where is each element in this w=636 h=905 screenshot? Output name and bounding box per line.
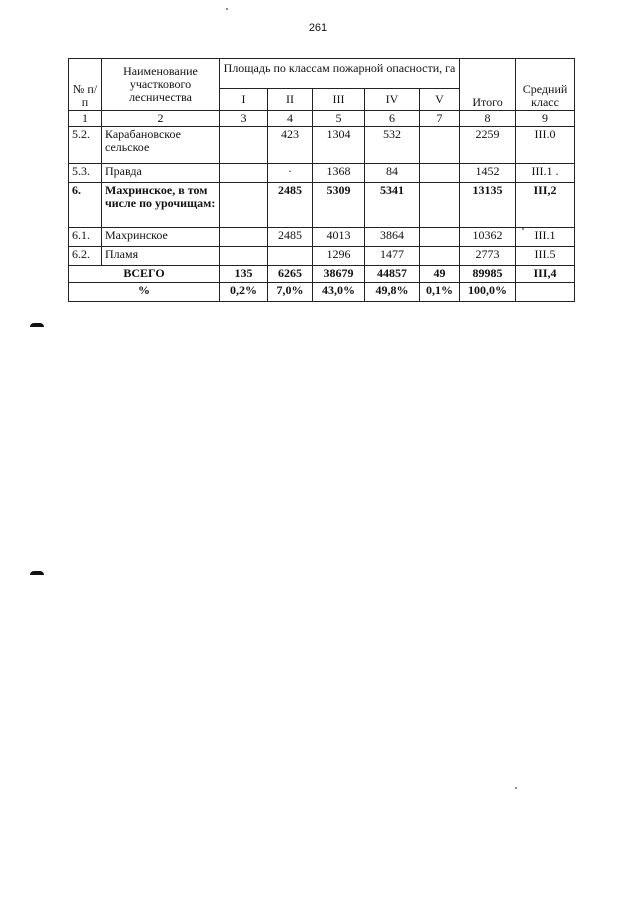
row-name: Махринское, в том числе по урочищам: [102, 183, 220, 228]
row-num: 6. [69, 183, 102, 228]
total-value: 6265 [268, 266, 313, 283]
col-number: 4 [268, 111, 313, 127]
row-value: 5341 [365, 183, 420, 228]
row-name: Правда [102, 164, 220, 183]
row-value [420, 127, 460, 164]
row-value: 2485 [268, 228, 313, 247]
row-value: 1296 [313, 247, 365, 266]
row-num: 6.2. [69, 247, 102, 266]
total-value: 89985 [460, 266, 516, 283]
percent-value: 43,0% [313, 283, 365, 302]
row-value: III,2 [516, 183, 575, 228]
fire-danger-table [68, 58, 575, 302]
col-number: 2 [102, 111, 220, 127]
percent-value: 0,2% [220, 283, 268, 302]
scan-speck [522, 228, 524, 230]
row-value: III.5 [516, 247, 575, 266]
scan-speck [226, 8, 228, 10]
col-number: 7 [420, 111, 460, 127]
header-avg-class: Средний класс [516, 59, 575, 111]
row-name: Карабановское сельское [102, 127, 220, 164]
total-value: 135 [220, 266, 268, 283]
header-class-iii: III [313, 89, 365, 111]
row-value: · [268, 164, 313, 183]
row-num: 6.1. [69, 228, 102, 247]
table-row [69, 127, 575, 164]
percent-value: 7,0% [268, 283, 313, 302]
row-value: III.0 [516, 127, 575, 164]
scan-hole-mark [30, 571, 44, 575]
percent-row [69, 283, 575, 302]
row-value: 2485 [268, 183, 313, 228]
total-value: III,4 [516, 266, 575, 283]
col-number: 3 [220, 111, 268, 127]
total-label: ВСЕГО [69, 266, 220, 283]
row-value: 2773 [460, 247, 516, 266]
header-total: Итого [460, 59, 516, 111]
row-value: 423 [268, 127, 313, 164]
col-number: 1 [69, 111, 102, 127]
row-value [220, 183, 268, 228]
percent-label: % [69, 283, 220, 302]
header-class-v: V [420, 89, 460, 111]
percent-value: 0,1% [420, 283, 460, 302]
row-value: III.1 [516, 228, 575, 247]
page-number: 261 [308, 22, 328, 34]
table-row [69, 228, 575, 247]
col-number: 6 [365, 111, 420, 127]
total-row [69, 266, 575, 283]
col-number: 5 [313, 111, 365, 127]
row-name: Пламя [102, 247, 220, 266]
row-value: 84 [365, 164, 420, 183]
row-value [220, 127, 268, 164]
row-value [420, 183, 460, 228]
row-value: 1368 [313, 164, 365, 183]
table-row [69, 183, 575, 228]
total-value: 38679 [313, 266, 365, 283]
header-class-iv: IV [365, 89, 420, 111]
scan-hole-mark [30, 323, 44, 327]
row-value: 13135 [460, 183, 516, 228]
col-number: 8 [460, 111, 516, 127]
total-value: 44857 [365, 266, 420, 283]
row-value: 5309 [313, 183, 365, 228]
row-value [420, 164, 460, 183]
row-value [420, 247, 460, 266]
row-value: 1477 [365, 247, 420, 266]
row-value: 10362 [460, 228, 516, 247]
row-value [220, 164, 268, 183]
col-number: 9 [516, 111, 575, 127]
row-value [220, 228, 268, 247]
row-value: 3864 [365, 228, 420, 247]
row-value [420, 228, 460, 247]
column-numbers-row [69, 111, 575, 127]
row-value: 2259 [460, 127, 516, 164]
percent-value: 100,0% [460, 283, 516, 302]
table-row [69, 247, 575, 266]
total-value: 49 [420, 266, 460, 283]
percent-value [516, 283, 575, 302]
row-num: 5.3. [69, 164, 102, 183]
header-num: № п/п [69, 59, 102, 111]
header-class-i: I [220, 89, 268, 111]
row-value: 532 [365, 127, 420, 164]
row-name: Махринское [102, 228, 220, 247]
table-row [69, 164, 575, 183]
scan-speck [515, 787, 517, 789]
row-value: 4013 [313, 228, 365, 247]
header-class-ii: II [268, 89, 313, 111]
row-value: 1452 [460, 164, 516, 183]
row-value [268, 247, 313, 266]
header-row-1 [69, 59, 575, 89]
row-num: 5.2. [69, 127, 102, 164]
percent-value: 49,8% [365, 283, 420, 302]
header-name: Наименование участкового лесничества [102, 59, 220, 111]
row-value: 1304 [313, 127, 365, 164]
row-value: III.1 . [516, 164, 575, 183]
header-area-group: Площадь по классам пожарной опасности, га [220, 59, 460, 89]
row-value [220, 247, 268, 266]
